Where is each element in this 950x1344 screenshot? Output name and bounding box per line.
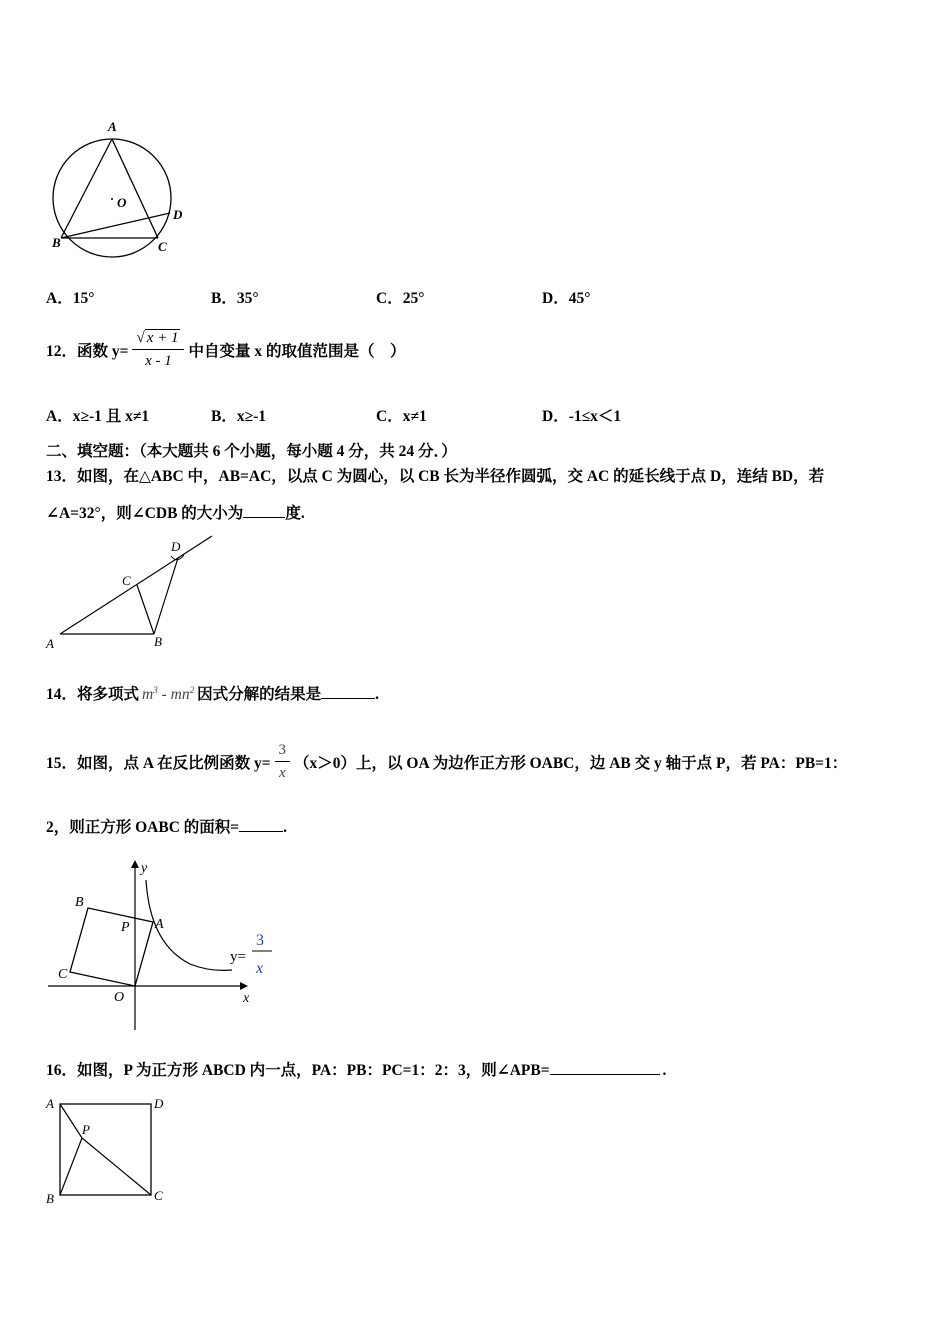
q15-suffix: （x＞0）上，以 OA 为边作正方形 OABC，边 AB 交 y 轴于点 P，若 PA：PB=1： — [294, 755, 848, 772]
label-a: A — [108, 119, 117, 134]
center-dot — [111, 198, 113, 200]
q15-fraction — [275, 742, 291, 782]
figure-q11-circle — [40, 115, 200, 260]
q15-denominator: x — [278, 765, 286, 781]
curve-denominator: x — [256, 960, 264, 977]
question-15-line1 — [46, 727, 847, 797]
label-d: D — [171, 539, 181, 554]
q13-line2-text: ∠A=32°，则∠CDB 的大小为 — [46, 505, 244, 522]
q12-fraction — [132, 330, 184, 370]
segment-bp — [60, 1138, 82, 1195]
square-oabc — [70, 908, 153, 986]
segment-bd — [61, 213, 170, 238]
q14-answer-blank[interactable] — [321, 684, 375, 699]
q14-expression — [142, 686, 194, 703]
q14-m: m — [142, 686, 154, 703]
label-a: A — [155, 917, 164, 932]
q12-numerator-text: x + 1 — [146, 330, 179, 346]
question-12 — [46, 320, 406, 380]
y-axis-arrow — [131, 860, 139, 868]
q14-minus: - — [161, 686, 167, 703]
label-b: B — [75, 895, 84, 910]
q12-suffix: 中自变量 x 的取值范围是（ ） — [188, 343, 406, 360]
q14-mn: mn — [170, 686, 190, 703]
label-c: C — [58, 967, 68, 982]
q16-end: . — [662, 1062, 667, 1079]
q16-answer-blank[interactable] — [550, 1060, 660, 1075]
segment-db — [154, 558, 178, 634]
curve-equation: y= — [230, 949, 246, 965]
curve-numerator: 3 — [256, 932, 264, 949]
q12-prefix: 12．函数 y= — [46, 343, 129, 360]
figure-q16-square — [40, 1090, 180, 1212]
q13-answer-blank[interactable] — [243, 503, 285, 518]
q16-prefix: 16．如图，P 为正方形 ABCD 内一点，PA：PB：PC=1：2：3，则∠APB= — [46, 1062, 550, 1079]
square-abcd — [60, 1104, 151, 1195]
q14-end: . — [375, 686, 379, 703]
q15-line2-end: . — [283, 819, 287, 836]
label-c: C — [122, 573, 131, 588]
figure-q13-triangle — [40, 532, 230, 654]
q13-line2-end: 度. — [285, 505, 305, 522]
q12-option-a[interactable]: A．x≥-1 且 x≠1 — [46, 408, 150, 425]
q12-denominator: x - 1 — [145, 353, 172, 369]
segment-ap — [60, 1104, 82, 1138]
q14-suffix: 因式分解的结果是 — [197, 686, 322, 703]
label-a: A — [46, 1096, 54, 1111]
q11-option-c[interactable]: C．25° — [376, 290, 425, 307]
label-d: D — [154, 1096, 164, 1111]
q15-prefix: 15．如图，点 A 在反比例函数 y= — [46, 755, 271, 772]
q12-option-c[interactable]: C．x≠1 — [376, 408, 427, 425]
question-13-line1: 13．如图，在△ABC 中，AB=AC，以点 C 为圆心，以 CB 长为半径作圆弧，交 AC 的延长线于点 D，连结 BD，若 — [46, 468, 825, 485]
segment-cb — [137, 585, 154, 634]
label-o: O — [114, 990, 125, 1005]
q15-line2-text: 2，则正方形 OABC 的面积= — [46, 819, 240, 836]
label-b: B — [154, 634, 162, 649]
label-d: D — [173, 207, 183, 222]
q14-prefix: 14．将多项式 — [46, 686, 140, 703]
label-c: C — [154, 1188, 163, 1203]
segment-cp — [82, 1138, 151, 1195]
segment-ab — [61, 139, 112, 238]
label-o: O — [117, 195, 127, 210]
label-b: B — [46, 1191, 54, 1206]
label-x: x — [243, 991, 250, 1006]
q11-option-d[interactable]: D．45° — [542, 290, 591, 307]
question-13-line2 — [46, 501, 305, 523]
label-y: y — [141, 861, 148, 876]
label-p: P — [82, 1122, 90, 1137]
question-16 — [46, 1058, 666, 1080]
q14-exp2: 2 — [189, 684, 195, 695]
q15-numerator: 3 — [275, 742, 291, 762]
q12-option-b[interactable]: B．x≥-1 — [211, 408, 267, 425]
label-a: A — [46, 636, 54, 651]
q15-answer-blank[interactable] — [239, 817, 283, 832]
label-p: P — [121, 920, 130, 935]
x-axis-arrow — [240, 982, 248, 990]
q12-numerator: √ x + 1 — [132, 330, 184, 350]
label-b: B — [52, 235, 61, 250]
q14-exp3: 3 — [153, 684, 158, 695]
label-c: C — [158, 239, 167, 254]
line-ad — [60, 536, 212, 634]
figure-q15-hyperbola — [40, 852, 280, 1036]
question-14 — [46, 682, 379, 704]
section-2-heading: 二、填空题：（本大题共 6 个小题，每小题 4 分，共 24 分．） — [46, 443, 457, 460]
q11-option-a[interactable]: A．15° — [46, 290, 95, 307]
question-15-line2 — [46, 815, 287, 837]
q12-option-d[interactable]: D．-1≤x＜1 — [542, 408, 622, 425]
q11-option-b[interactable]: B．35° — [211, 290, 259, 307]
